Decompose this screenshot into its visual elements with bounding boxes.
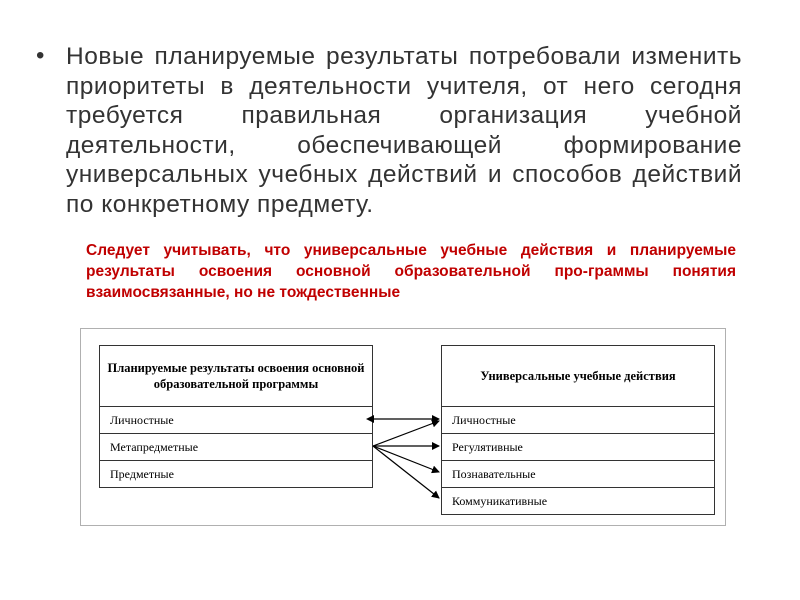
planned-row-metasubject: Метапредметные — [100, 434, 372, 461]
uud-row-personal: Личностные — [442, 407, 714, 434]
uud-row-cognitive: Познавательные — [442, 461, 714, 488]
uud-row-regulative: Регулятивные — [442, 434, 714, 461]
highlight-note: Следует учитывать, что универсальные учебные действия и планируемые результаты освоения основной образовательной про-граммы понятия взаимосвязанные, но не тождественные — [86, 242, 736, 301]
uud-title: Универсальные учебные действия — [442, 346, 714, 407]
planned-row-personal: Личностные — [100, 407, 372, 434]
connector-arrows — [81, 329, 725, 525]
main-paragraph: Новые планируемые результаты потребовали изменить приоритеты в деятельности учителя, от него сегодня требуется правильная организация учебной деятельности, обеспечивающей формирование универсальных учебных действий и способов действий по конкретному предмету. — [66, 43, 742, 218]
arrow-meta-cognitive — [373, 446, 439, 472]
uud-row-communicative: Коммуникативные — [452, 494, 548, 508]
arrow-meta-personal — [373, 421, 439, 446]
arrow-meta-communicative — [373, 446, 439, 498]
bullet-marker: • — [36, 42, 45, 69]
planned-results-title: Планируемые результаты освоения основной образовательной программы — [100, 346, 372, 407]
planned-row-subject: Предметные — [110, 467, 174, 481]
relation-diagram — [80, 328, 726, 526]
